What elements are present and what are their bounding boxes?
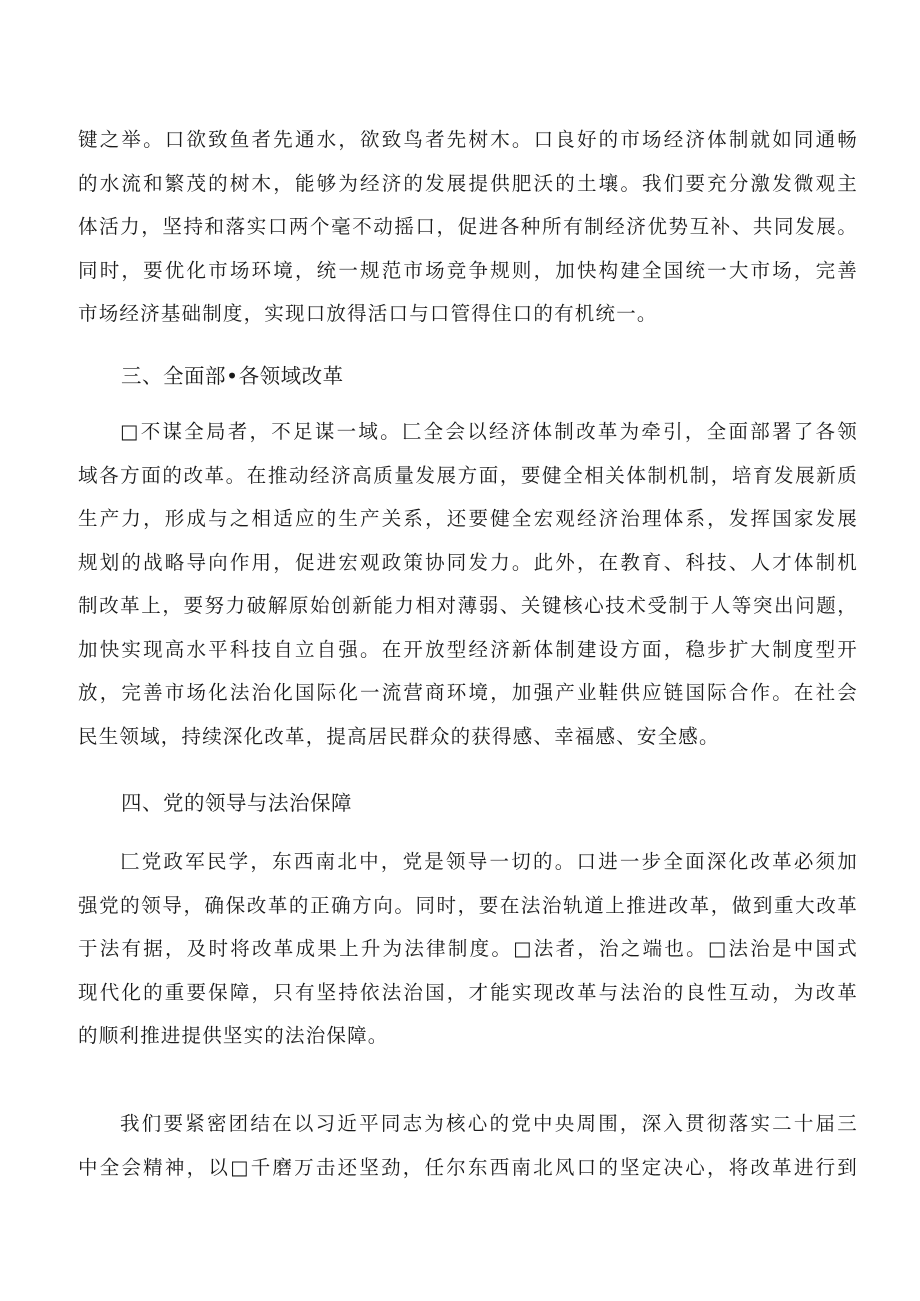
text-line: 的顺利推进提供坚实的法治保障。 (78, 1024, 389, 1047)
text-line: 体活力，坚持和落实口两个毫不动摇口，促进各种所有制经济优势互补、共同发展。 (78, 215, 858, 238)
text-line: □不谋全局者，不足谋一域。匚全会以经济体制改革为牵引，全面部署了各领 (120, 420, 858, 443)
text-line: 强党的领导，确保改革的正确方向。同时，要在法治轨道上推进改革，做到重大改革 (78, 893, 858, 917)
text-line: 于法有据，及时将改革成果上升为法律制度。□法者，治之端也。□法治是中国式 (78, 937, 858, 960)
text-line: 放，完善市场化法治化国际化一流营商环境，加强产业鞋供应链国际合作。在社会 (78, 681, 858, 704)
text-line: 同时，要优化市场环境，统一规范市场竞争规则，加快构建全国统一大市场，完善 (78, 258, 858, 282)
section-heading-3: 三、全面部•各领域改革 (121, 364, 344, 388)
paragraph-closing (78, 1102, 858, 1189)
text-line: 生产力，形成与之相适应的生产关系，还要健全宏观经济治理体系，发挥国家发展 (78, 507, 858, 530)
paragraph-market-economy (78, 118, 858, 336)
paragraph-section-3 (78, 410, 858, 758)
text-line: 我们要紧密团结在以习近平同志为核心的党中央周围，深入贯彻落实二十届三 (120, 1112, 858, 1135)
text-line: 匚党政军民学，东西南北中，党是领导一切的。口进一步全面深化改革必须加 (120, 850, 858, 873)
text-line: 民生领域，持续深化改革，提高居民群众的获得感、幸福感、安全感。 (78, 724, 720, 748)
text-line: 加快实现高水平科技自立自强。在开放型经济新体制建设方面，稳步扩大制度型开 (78, 637, 858, 661)
text-line: 键之举。口欲致鱼者先通水，欲致鸟者先树木。口良好的市场经济体制就如同通畅 (78, 128, 858, 151)
text-line: 规划的战略导向作用，促进宏观政策协同发力。此外，在教育、科技、人才体制机 (78, 550, 858, 574)
text-line: 制改革上，要努力破解原始创新能力相对薄弱、关键核心技术受制于人等突出问题， (78, 594, 858, 617)
section-heading-4: 四、党的领导与法治保障 (121, 791, 352, 815)
text-line: 中全会精神，以□千磨万击还坚劲，任尔东西南北风口的坚定决心，将改革进行到 (78, 1155, 858, 1179)
text-line: 域各方面的改革。在推动经济高质量发展方面，要健全相关体制机制，培育发展新质 (78, 463, 858, 487)
text-line: 的水流和繁茂的树木，能够为经济的发展提供肥沃的土壤。我们要充分激发微观主 (78, 171, 858, 195)
text-line: 市场经济基础制度，实现口放得活口与口管得住口的有机统一。 (78, 302, 658, 325)
text-line: 现代化的重要保障，只有坚持依法治国，才能实现改革与法治的良性互动，为改革 (78, 980, 858, 1004)
paragraph-section-4 (78, 840, 858, 1058)
